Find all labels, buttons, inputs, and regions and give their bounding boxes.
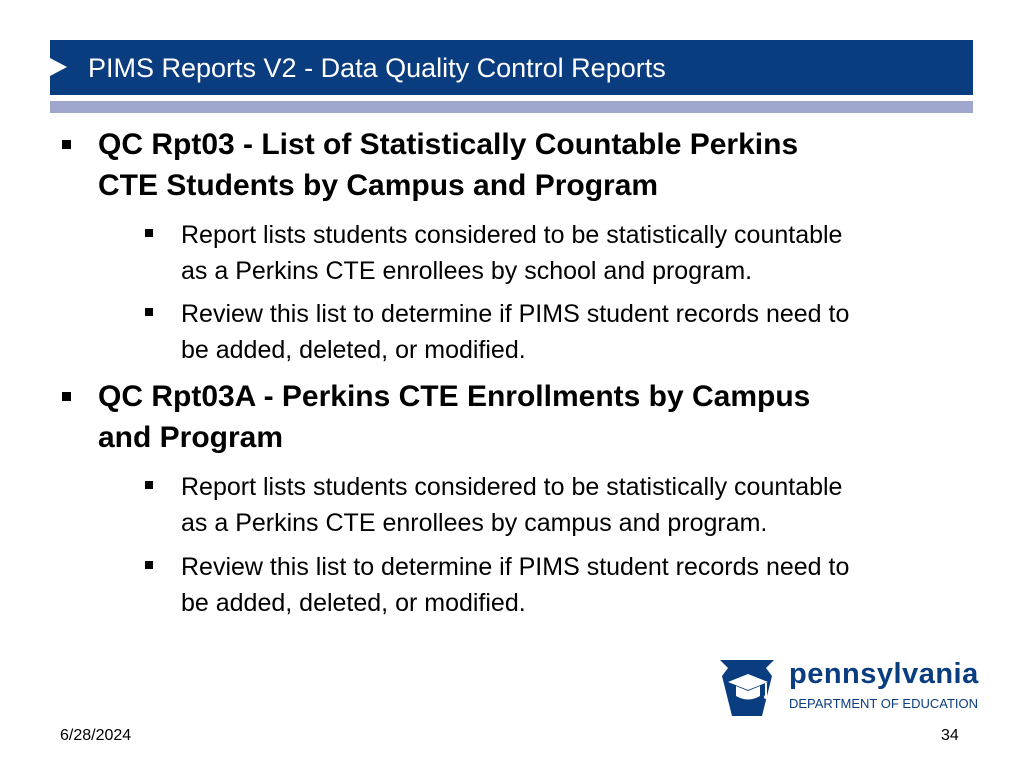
section-point: Report lists students considered to be statistically countable as a Perkins CTE enrollees by school and program. bbox=[181, 221, 843, 285]
title-divider bbox=[50, 101, 973, 113]
section-point: Report lists students considered to be statistically countable as a Perkins CTE enrollees by campus and program. bbox=[181, 473, 843, 537]
section-heading: QC Rpt03 - List of Statistically Countable Perkins CTE Students by Campus and Program bbox=[98, 128, 799, 202]
keystone-icon bbox=[716, 656, 778, 718]
footer-date: 6/28/2024 bbox=[60, 727, 132, 744]
slide-title: PIMS Reports V2 - Data Quality Control Reports bbox=[88, 53, 666, 83]
bullet-icon bbox=[145, 561, 153, 569]
bullet-icon bbox=[145, 481, 153, 489]
pa-education-logo bbox=[716, 656, 981, 718]
title-bar bbox=[50, 40, 973, 95]
section-point: Review this list to determine if PIMS student records need to be added, deleted, or modified. bbox=[181, 553, 850, 617]
bullet-icon bbox=[62, 392, 71, 401]
section-point: Review this list to determine if PIMS student records need to be added, deleted, or modified. bbox=[181, 300, 850, 364]
bullet-icon bbox=[62, 140, 71, 149]
bullet-icon bbox=[145, 229, 153, 237]
logo-wordmark: pennsylvania bbox=[789, 658, 979, 690]
bullet-icon bbox=[145, 308, 153, 316]
arrow-icon bbox=[50, 58, 67, 76]
section-heading: QC Rpt03A - Perkins CTE Enrollments by Campus and Program bbox=[98, 380, 811, 454]
logo-subtitle: DEPARTMENT OF EDUCATION bbox=[789, 696, 978, 711]
page-number: 34 bbox=[941, 727, 959, 744]
